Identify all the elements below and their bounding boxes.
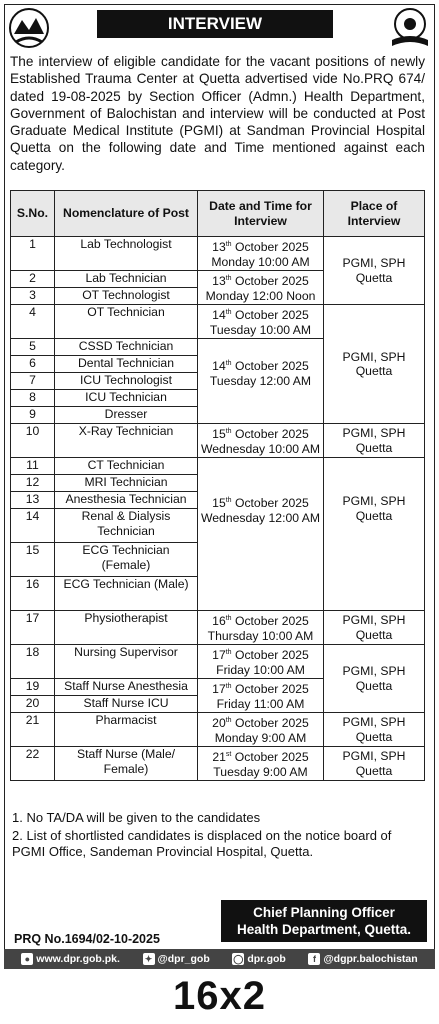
row-post: Anesthesia Technician [55,492,198,509]
date-time: Friday 10:00 AM [216,662,305,677]
row-post: MRI Technician [55,475,198,492]
signatory-block [221,900,427,942]
row-sno: 5 [11,339,55,356]
row-post: OT Technologist [55,288,198,305]
row-date [198,305,324,339]
row-post: Staff Nurse ICU [55,696,198,713]
social-instagram[interactable] [232,953,286,965]
date-suffix: th [225,497,232,504]
instagram-text: dpr.gob [247,953,286,965]
facebook-icon: f [308,953,320,965]
date-suffix: th [225,428,232,435]
twitter-text: @dpr_gob [157,953,210,965]
row-post: Dresser [55,407,198,424]
row-sno: 1 [11,237,55,271]
balochistan-emblem-logo [6,4,52,50]
row-post: Staff Nurse Anesthesia [55,679,198,696]
signatory-department: Health Department, Quetta. [236,922,412,937]
row-sno: 15 [11,543,55,577]
date-month: October 2025 [231,308,309,322]
twitter-icon: ✦ [143,953,155,965]
row-date [198,458,324,611]
date-suffix: th [225,649,232,656]
row-date [198,679,324,713]
row-sno: 21 [11,713,55,747]
row-place: PGMI, SPH Quetta [324,424,425,458]
date-suffix: th [225,241,232,248]
table-row [11,747,425,781]
row-sno: 11 [11,458,55,475]
date-day: 16 [212,614,226,628]
date-time: Monday 9:00 AM [214,730,307,745]
signatory-title: Chief Planning Officer [253,905,395,920]
date-month: October 2025 [231,614,309,628]
date-day: 20 [212,716,226,730]
date-day: 17 [212,682,226,696]
row-sno: 16 [11,577,55,611]
table-header-row [11,191,425,237]
row-place: PGMI, SPH Quetta [324,747,425,781]
date-month: October 2025 [231,496,309,510]
row-date [198,271,324,305]
row-sno: 6 [11,356,55,373]
row-date [198,713,324,747]
row-sno: 3 [11,288,55,305]
date-suffix: th [225,275,232,282]
social-web[interactable] [21,953,120,965]
row-place: PGMI, SPH Quetta [324,713,425,747]
table-row [11,237,425,271]
instagram-icon: ◯ [233,954,244,964]
date-month: October 2025 [231,682,309,696]
date-month: October 2025 [231,427,309,441]
table-row [11,645,425,679]
row-sno: 4 [11,305,55,339]
date-suffix: st [225,751,232,758]
row-post: Renal & Dialysis Technician [55,509,198,543]
row-sno: 19 [11,679,55,696]
web-text: www.dpr.gob.pk. [36,953,120,965]
date-time: Tuesday 12:00 AM [209,373,312,388]
social-footer [4,949,435,969]
intro-paragraph: The interview of eligible candidate for the vacant positions of newly Established Trauma Center at Quetta advertised vide No.PRQ 674/ dated 19-08-2025 by Section Officer (Admn.) Health Department, Government of Balochistan and interview will be conducted at Post Graduate Medical Institute (PGMI) at Sandman Provincial Hospital Quetta on the following date and Time mentioned against each category. [10,54,425,173]
date-day: 14 [212,359,226,373]
date-month: October 2025 [231,750,309,764]
row-place: PGMI, SPH Quetta [324,458,425,611]
row-post: Dental Technician [55,356,198,373]
row-sno: 12 [11,475,55,492]
row-date [198,747,324,781]
page-title: INTERVIEW [97,10,333,38]
row-post: Physiotherapist [55,611,198,645]
row-sno: 9 [11,407,55,424]
row-post: Nursing Supervisor [55,645,198,679]
date-day: 13 [212,274,226,288]
table-row [11,713,425,747]
date-time: Monday 12:00 Noon [205,288,316,303]
row-post: X-Ray Technician [55,424,198,458]
row-date [198,237,324,271]
row-sno: 13 [11,492,55,509]
date-day: 14 [212,308,226,322]
date-day: 17 [212,648,226,662]
row-sno: 14 [11,509,55,543]
row-sno: 8 [11,390,55,407]
date-month: October 2025 [231,274,309,288]
date-time: Monday 10:00 AM [211,254,310,269]
facebook-text: @dgpr.balochistan [323,953,418,965]
row-sno: 2 [11,271,55,288]
date-month: October 2025 [231,716,309,730]
date-suffix: th [225,683,232,690]
date-suffix: th [225,309,232,316]
row-date [198,424,324,458]
ad-size-label: 16x2 [173,974,266,1018]
row-post: Lab Technologist [55,237,198,271]
date-time: Tuesday 9:00 AM [213,764,308,779]
notes-section [12,810,427,862]
date-day: 15 [212,496,226,510]
date-suffix: th [225,717,232,724]
social-facebook[interactable] [308,953,417,965]
table-row [11,305,425,339]
date-time: Wednesday 10:00 AM [200,441,321,456]
row-post: CT Technician [55,458,198,475]
row-post: ICU Technician [55,390,198,407]
row-sno: 7 [11,373,55,390]
interview-schedule-table [10,190,425,781]
date-time: Tuesday 10:00 AM [209,322,312,337]
row-date [198,645,324,679]
note-item: 1. No TA/DA will be given to the candidates [12,810,261,825]
table-row [11,424,425,458]
row-place: PGMI, SPH Quetta [324,237,425,305]
date-suffix: th [225,615,232,622]
row-post: ICU Technologist [55,373,198,390]
row-post: Staff Nurse (Male/ Female) [55,747,198,781]
row-sno: 22 [11,747,55,781]
row-post: ECG Technician (Male) [55,577,198,611]
row-sno: 17 [11,611,55,645]
row-date [198,339,324,424]
date-day: 15 [212,427,226,441]
table-row [11,458,425,475]
header-date: Date and Time for Interview [198,191,324,237]
date-month: October 2025 [231,648,309,662]
header-place: Place of Interview [324,191,425,237]
social-twitter[interactable] [143,953,210,965]
globe-icon: ● [21,953,33,965]
row-post: Lab Technician [55,271,198,288]
table-row [11,611,425,645]
header-sno: S.No. [11,191,55,237]
date-time: Friday 11:00 AM [216,696,305,711]
row-sno: 10 [11,424,55,458]
row-place: PGMI, SPH Quetta [324,611,425,645]
date-month: October 2025 [231,240,309,254]
health-department-logo [387,4,433,50]
date-time: Thursday 10:00 AM [207,628,314,643]
row-post: CSSD Technician [55,339,198,356]
row-post: Pharmacist [55,713,198,747]
row-post: ECG Technician (Female) [55,543,198,577]
row-sno: 20 [11,696,55,713]
row-sno: 18 [11,645,55,679]
date-time: Wednesday 12:00 AM [200,510,321,525]
date-day: 13 [212,240,226,254]
row-post: OT Technician [55,305,198,339]
date-suffix: th [225,360,232,367]
date-day: 21 [212,750,226,764]
row-place: PGMI, SPH Quetta [324,645,425,713]
prq-number: PRQ No.1694/02-10-2025 [14,932,160,946]
header-post: Nomenclature of Post [55,191,198,237]
date-month: October 2025 [231,359,309,373]
row-date [198,611,324,645]
note-item: 2. List of shortlisted candidates is displaced on the notice board of PGMI Office, Sandeman Provincial Hospital, Quetta. [12,827,392,859]
row-place: PGMI, SPH Quetta [324,305,425,424]
